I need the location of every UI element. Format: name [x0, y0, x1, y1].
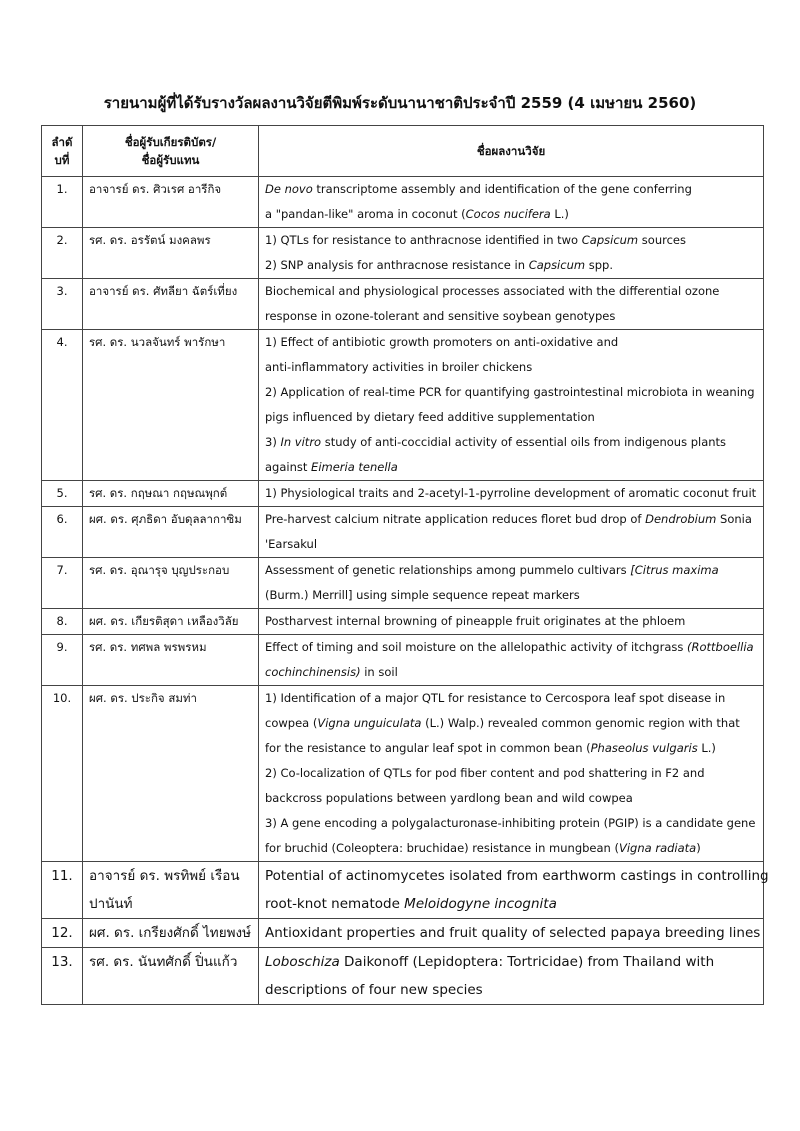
- research-title-line: [265, 583, 757, 608]
- recipient-name: อาจารย์ ดร. พรทิพย์ เรือนปานันท์: [83, 862, 259, 919]
- awards-table: [41, 125, 769, 1005]
- text-segment: Assessment of genetic relationships among pummelo cultivars: [265, 563, 631, 577]
- text-segment: response in ozone-tolerant and sensitive soybean genotypes: [265, 309, 616, 323]
- recipient-name: ผศ. ดร. ประกิจ สมท่า: [83, 686, 259, 862]
- table-row: [42, 948, 764, 1005]
- research-title-line: [265, 862, 769, 890]
- text-segment: 'Earsakul: [265, 537, 318, 551]
- text-segment: descriptions of four new species: [265, 982, 483, 998]
- recipient-name: ผศ. ดร. ศุภธิดา อับดุลลากาซิม: [83, 507, 259, 558]
- text-segment: cowpea (: [265, 716, 318, 730]
- research-title-line: [265, 507, 757, 532]
- research-title: [259, 609, 764, 635]
- research-title-line: [265, 919, 761, 947]
- italic-text: De novo: [265, 182, 313, 196]
- text-segment: Biochemical and physiological processes associated with the differential ozone: [265, 284, 720, 298]
- text-segment: Sonia: [716, 512, 752, 526]
- research-title-line: [265, 736, 757, 761]
- text-segment: L.): [697, 741, 716, 755]
- research-title: [259, 948, 764, 1005]
- header-name-line-1: ชื่อผู้รับเกียรติบัตร/: [124, 135, 217, 149]
- text-segment: a "pandan-like" aroma in coconut (: [265, 207, 466, 221]
- text-segment: in soil: [360, 665, 398, 679]
- row-number: 13.: [42, 948, 83, 1005]
- table-row: [42, 330, 764, 481]
- research-title-line: [265, 635, 757, 660]
- research-title: [259, 919, 764, 948]
- text-segment: root-knot nematode: [265, 896, 405, 912]
- text-segment: Effect of timing and soil moisture on the allelopathic activity of itchgrass: [265, 640, 688, 654]
- text-segment: 2) Co-localization of QTLs for pod fiber content and pod shattering in F2 and: [265, 766, 705, 780]
- row-number: 10.: [42, 686, 83, 862]
- table-row: [42, 279, 764, 330]
- table-row: [42, 686, 764, 862]
- text-segment: Postharvest internal browning of pineapple fruit originates at the phloem: [265, 614, 686, 628]
- table-body: [42, 177, 769, 1005]
- research-title-line: [265, 455, 757, 480]
- research-title-line: [265, 948, 757, 976]
- text-segment: L.): [550, 207, 569, 221]
- italic-text: Dendrobium: [645, 512, 717, 526]
- recipient-name: รศ. ดร. ทศพล พรพรหม: [83, 635, 259, 686]
- text-segment: 2) Application of real-time PCR for quantifying gastrointestinal microbiota in weaning: [265, 385, 755, 399]
- table-row: [42, 177, 764, 228]
- research-title-line: [265, 660, 757, 685]
- research-title: [259, 481, 764, 507]
- table-row: [42, 862, 764, 919]
- table-row: [42, 635, 764, 686]
- recipient-name: รศ. ดร. อุณารุจ บุญประกอบ: [83, 558, 259, 609]
- research-title-line: [265, 481, 757, 506]
- header-no-line-1: ลำดั: [51, 135, 73, 149]
- row-number: 1.: [42, 177, 83, 228]
- text-segment: spp.: [585, 258, 613, 272]
- research-title: [259, 177, 764, 228]
- text-segment: for bruchid (Coleoptera: bruchidae) resistance in mungbean (: [265, 841, 619, 855]
- text-segment: sources: [638, 233, 686, 247]
- italic-text: Vigna unguiculata: [317, 716, 422, 730]
- page-title: รายนามผู้ที่ได้รับรางวัลผลงานวิจัยตีพิมพ์ระดับนานาชาติประจำปี 2559 (4 เมษายน 2560): [103, 94, 697, 112]
- text-segment: Daikonoff (Lepidoptera: Tortricidae) from Thailand with: [339, 954, 715, 970]
- header-no: [42, 126, 83, 177]
- research-title-line: [265, 890, 757, 918]
- italic-text: [Citrus maxima: [630, 563, 719, 577]
- text-segment: 1) Physiological traits and 2-acetyl-1-pyrroline development of aromatic coconut fruit: [265, 486, 757, 500]
- recipient-name: อาจารย์ ดร. ศิวเรศ อารีกิจ: [83, 177, 259, 228]
- research-title-line: [265, 405, 757, 430]
- research-title: [259, 507, 764, 558]
- recipient-name: รศ. ดร. นันทศักดิ์ ปิ่นแก้ว: [83, 948, 259, 1005]
- text-segment: Pre-harvest calcium nitrate application reduces floret bud drop of: [265, 512, 646, 526]
- research-title-line: [265, 253, 757, 278]
- research-title-line: [265, 976, 757, 1004]
- header-name-line-2: ชื่อผู้รับแทน: [141, 153, 200, 167]
- research-title-line: [265, 380, 757, 405]
- recipient-name: ผศ. ดร. เกรียงศักดิ์ ไทยพงษ์: [83, 919, 259, 948]
- italic-text: Phaseolus vulgaris: [590, 741, 698, 755]
- research-title-line: [265, 430, 757, 455]
- research-title-line: [265, 686, 757, 711]
- research-title-line: [265, 177, 757, 202]
- research-title-line: [265, 836, 757, 861]
- row-number: 11.: [42, 862, 83, 919]
- table-header-row: [42, 126, 764, 177]
- table-row: [42, 609, 764, 635]
- text-segment: 1) Effect of antibiotic growth promoters on anti-oxidative and: [265, 335, 619, 349]
- row-number: 5.: [42, 481, 83, 507]
- research-title: [259, 862, 769, 919]
- text-segment: backcross populations between yardlong bean and wild cowpea: [265, 791, 633, 805]
- research-title: [259, 635, 764, 686]
- table-row: [42, 919, 764, 948]
- recipient-name: อาจารย์ ดร. ศัทลียา ฉัตร์เที่ยง: [83, 279, 259, 330]
- research-title-line: [265, 202, 757, 227]
- recipient-name: รศ. ดร. กฤษณา กฤษณพุกต์: [83, 481, 259, 507]
- row-number: 4.: [42, 330, 83, 481]
- italic-text: Capsicum: [528, 258, 586, 272]
- italic-text: Meloidogyne incognita: [404, 896, 557, 912]
- row-number: 7.: [42, 558, 83, 609]
- italic-text: In vitro: [280, 435, 322, 449]
- research-title-line: [265, 609, 757, 634]
- research-title-line: [265, 355, 757, 380]
- row-number: 9.: [42, 635, 83, 686]
- research-title-line: [265, 558, 757, 583]
- research-title: [259, 686, 764, 862]
- row-number: 12.: [42, 919, 83, 948]
- table-row: [42, 228, 764, 279]
- table-row: [42, 481, 764, 507]
- research-title-line: [265, 761, 757, 786]
- research-title-line: [265, 786, 757, 811]
- recipient-name: รศ. ดร. อรรัตน์ มงคลพร: [83, 228, 259, 279]
- text-segment: 1) QTLs for resistance to anthracnose identified in two: [265, 233, 582, 247]
- research-title-line: [265, 279, 757, 304]
- research-title-line: [265, 304, 757, 329]
- italic-text: Cocos nucifera: [465, 207, 551, 221]
- italic-text: (Rottboellia: [687, 640, 754, 654]
- row-number: 6.: [42, 507, 83, 558]
- text-segment: study of anti-coccidial activity of essential oils from indigenous plants: [321, 435, 727, 449]
- header-no-line-2: บที่: [54, 153, 70, 167]
- research-title: [259, 228, 764, 279]
- italic-text: Loboschiza: [265, 954, 340, 970]
- research-title: [259, 558, 764, 609]
- row-number: 8.: [42, 609, 83, 635]
- text-segment: 2) SNP analysis for anthracnose resistance in: [265, 258, 529, 272]
- text-segment: (Burm.) Merrill] using simple sequence repeat markers: [265, 588, 580, 602]
- research-title-line: [265, 228, 757, 253]
- row-number: 2.: [42, 228, 83, 279]
- text-segment: 3): [265, 435, 281, 449]
- table-row: [42, 507, 764, 558]
- italic-text: Eimeria tenella: [311, 460, 398, 474]
- text-segment: (L.) Walp.) revealed common genomic region with that: [421, 716, 740, 730]
- recipient-name: รศ. ดร. นวลจันทร์ พารักษา: [83, 330, 259, 481]
- text-segment: anti-inflammatory activities in broiler chickens: [265, 360, 533, 374]
- text-segment: Potential of actinomycetes isolated from earthworm castings in controlling: [265, 868, 769, 884]
- research-title-line: [265, 532, 757, 557]
- research-title-line: [265, 330, 757, 355]
- research-title: [259, 279, 764, 330]
- research-title-line: [265, 711, 757, 736]
- text-segment: against: [265, 460, 312, 474]
- text-segment: ): [696, 841, 701, 855]
- research-title-line: [265, 811, 757, 836]
- italic-text: Vigna radiata: [618, 841, 697, 855]
- text-segment: 3) A gene encoding a polygalacturonase-inhibiting protein (PGIP) is a candidate gene: [265, 816, 756, 830]
- text-segment: transcriptome assembly and identification of the gene conferring: [312, 182, 692, 196]
- text-segment: Antioxidant properties and fruit quality of selected papaya breeding lines: [265, 925, 761, 941]
- italic-text: Capsicum: [581, 233, 639, 247]
- header-name: [83, 126, 259, 177]
- research-title: [259, 330, 764, 481]
- text-segment: 1) Identification of a major QTL for resistance to Cercospora leaf spot disease in: [265, 691, 726, 705]
- header-work: ชื่อผลงานวิจัย: [259, 126, 764, 177]
- italic-text: cochinchinensis): [265, 665, 361, 679]
- text-segment: pigs influenced by dietary feed additive supplementation: [265, 410, 595, 424]
- row-number: 3.: [42, 279, 83, 330]
- text-segment: for the resistance to angular leaf spot in common bean (: [265, 741, 591, 755]
- table-row: [42, 558, 764, 609]
- recipient-name: ผศ. ดร. เกียรติสุดา เหลืองวิลัย: [83, 609, 259, 635]
